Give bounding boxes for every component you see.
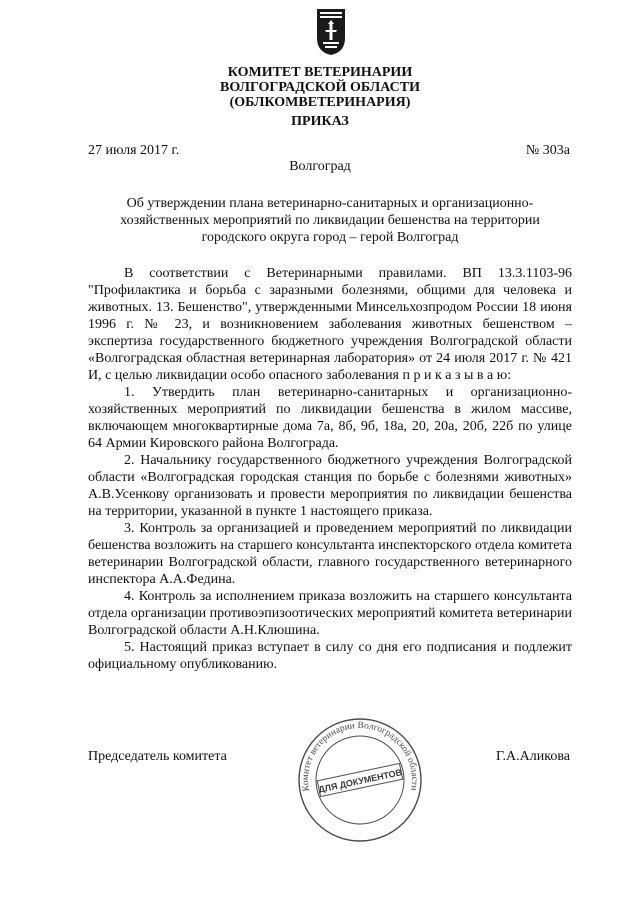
org-line: (ОБЛКОМВЕТЕРИНАРИЯ): [229, 95, 411, 110]
document-title: [110, 195, 550, 246]
official-stamp-icon: [296, 716, 424, 844]
signer-name: Г.А.Аликова: [496, 749, 570, 764]
document-city: Волгоград: [289, 159, 351, 174]
order-item: 2. Начальнику государственного бюджетного учреждения Волгоградской области «Волгоградская городская станция по борьбе с болезнями животных» А.В.Усенкову организовать и провести мероприятия по ликвидации бешенства на территории, указанной в пункте 1 настоящего приказа.: [88, 453, 572, 519]
order-item: 1. Утвердить план ветеринарно-санитарных и организационно-хозяйственных мероприятий по ликвидации бешенства в жилом массиве, включающем многоквартирные дома 7а, 8б, 9б, 18а, 20, 20а, 20б, 22б по улице 64 Армии Кировского района Волгограда.: [88, 385, 572, 451]
title-line: хозяйственных мероприятий по ликвидации бешенства на территории: [120, 213, 540, 228]
org-line: КОМИТЕТ ВЕТЕРИНАРИИ: [227, 65, 413, 80]
title-line: Об утверждении плана ветеринарно-санитарных и организационно-: [126, 196, 534, 211]
order-item: 3. Контроль за организацией и проведением мероприятий по ликвидации бешенства возложить на старшего консультанта инспекторского отдела комитета ветеринарии Волгоградской области, главного государственного ветеринарного инспектора А.А.Федина.: [88, 521, 572, 587]
title-line: городского округа город – герой Волгоград: [201, 230, 459, 245]
order-item: 4. Контроль за исполнением приказа возложить на старшего консультанта отдела организации противоэпизоотических мероприятий комитета ветеринарии Волгоградской области А.Н.Клюшина.: [88, 589, 572, 638]
document-date: 27 июля 2017 г.: [88, 143, 180, 158]
document-body: [88, 265, 572, 673]
document-type: ПРИКАЗ: [291, 114, 349, 129]
organization-name: [0, 65, 640, 110]
stamp-ring-text: Комитет ветеринарии Волгоградской области: [300, 720, 420, 792]
intro-paragraph: В соответствии с Ветеринарными правилами. ВП 13.3.1103-96 "Профилактика и борьба с заразными болезнями, общими для человека и животных. 13. Бешенство", утвержденными Минсельхозпродом России 18 июня 1996 г. № 23, и возникновением заболевания животных бешенством – экспертиза государственного бюджетного учреждения Волгоградской области «Волгоградская областная ветеринарная лаборатория» от 24 июля 2017 г. № 421 И, с целью ликвидации особо опасного заболевания п р и к а з ы в а ю:: [88, 266, 572, 383]
org-line: ВОЛГОГРАДСКОЙ ОБЛАСТИ: [220, 80, 420, 95]
coat-of-arms-icon: [316, 8, 346, 56]
stamp-center-text: ДЛЯ ДОКУМЕНТОВ: [317, 767, 403, 795]
signer-title: Председатель комитета: [88, 749, 227, 764]
document-number: № 303а: [525, 143, 570, 158]
order-item: 5. Настоящий приказ вступает в силу со дня его подписания и подлежит официальному опубликованию.: [88, 640, 572, 672]
